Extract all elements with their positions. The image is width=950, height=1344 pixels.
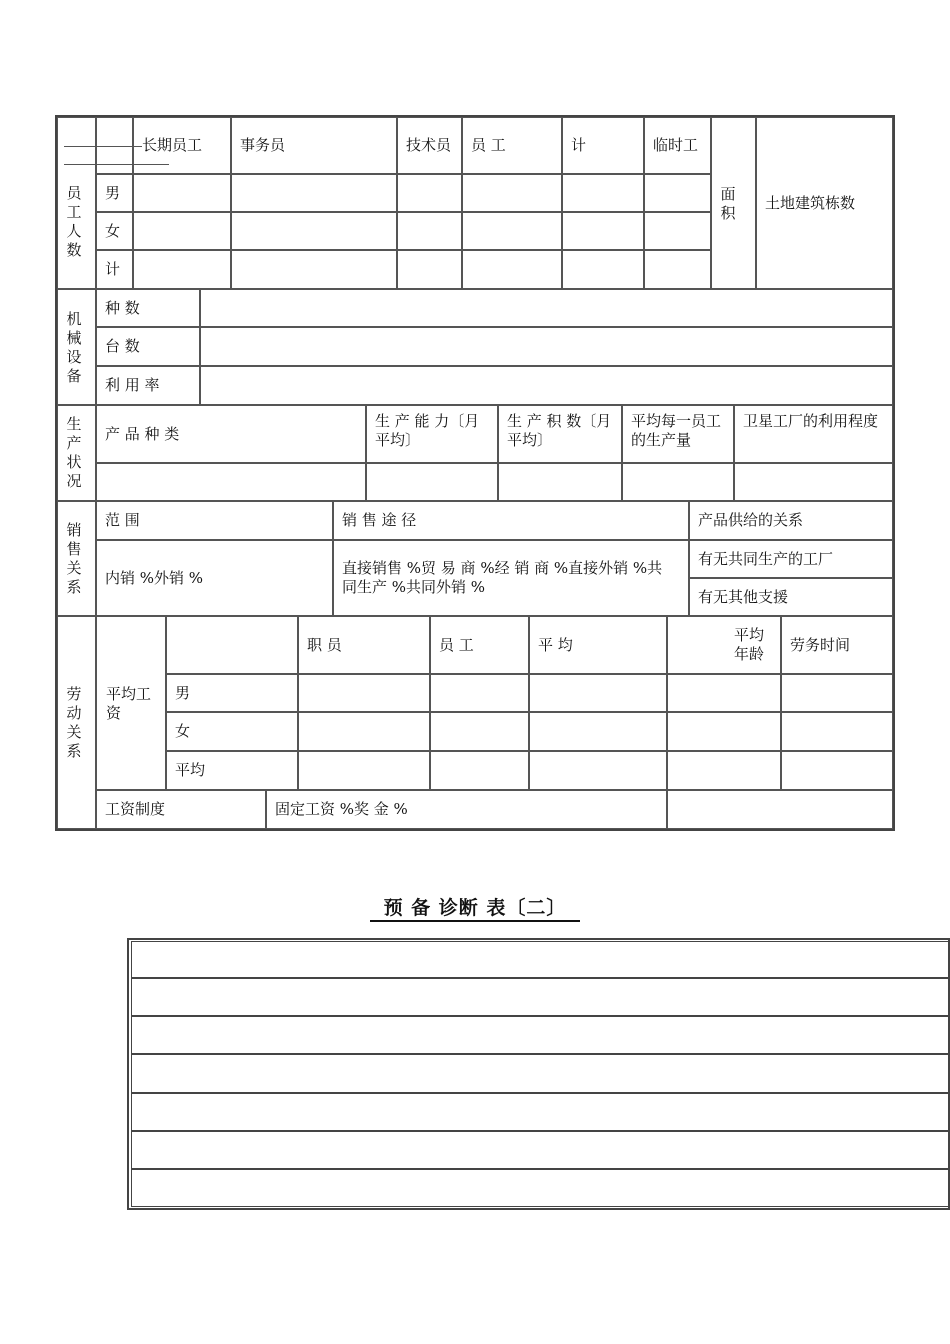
employee-data-cell[interactable] bbox=[644, 212, 711, 250]
employee-data-cell[interactable] bbox=[462, 212, 562, 250]
machinery-count-value[interactable] bbox=[200, 327, 893, 366]
labor-row-average: 平均 bbox=[166, 751, 298, 790]
header-work-hours: 劳务时间 bbox=[781, 616, 893, 674]
labor-data-cell[interactable] bbox=[781, 674, 893, 712]
header-technician: 技术员 bbox=[397, 117, 462, 174]
header-avg-age: 平均年龄 bbox=[667, 616, 781, 674]
employee-data-cell[interactable] bbox=[133, 174, 231, 212]
header-average: 平 均 bbox=[529, 616, 667, 674]
product-supply-label: 产品供给的关系 bbox=[689, 501, 893, 540]
production-section-label: 生产状况 bbox=[66, 415, 82, 490]
labor-data-cell[interactable] bbox=[430, 674, 529, 712]
labor-row-male: 男 bbox=[166, 674, 298, 712]
header-temporary: 临时工 bbox=[644, 117, 711, 174]
header-staff: 职 员 bbox=[298, 616, 430, 674]
labor-data-cell[interactable] bbox=[667, 674, 781, 712]
output-per-worker-value[interactable] bbox=[622, 463, 734, 501]
avg-wage-label: 平均工资 bbox=[106, 685, 152, 722]
machinery-types-value[interactable] bbox=[200, 289, 893, 327]
machinery-types-label: 种 数 bbox=[96, 289, 200, 327]
employee-data-cell[interactable] bbox=[397, 174, 462, 212]
table-two-row-line bbox=[132, 1053, 948, 1055]
employee-data-cell[interactable] bbox=[562, 212, 644, 250]
co-production-label: 有无共同生产的工厂 bbox=[689, 540, 893, 578]
other-support-label: 有无其他支援 bbox=[689, 578, 893, 616]
employee-data-cell[interactable] bbox=[397, 250, 462, 289]
machinery-utilization-label: 利 用 率 bbox=[96, 366, 200, 405]
header-workers: 员 工 bbox=[430, 616, 529, 674]
employee-data-cell[interactable] bbox=[231, 212, 397, 250]
labor-data-cell[interactable] bbox=[430, 751, 529, 790]
employee-data-cell[interactable] bbox=[562, 250, 644, 289]
row-label-total: 计 bbox=[96, 250, 133, 289]
sales-range-label: 范 围 bbox=[96, 501, 333, 540]
sales-channels-text: 直接销售 %贸 易 商 %经 销 商 %直接外销 %共同生产 %共同外销 % bbox=[333, 540, 689, 616]
labor-data-cell[interactable] bbox=[667, 712, 781, 751]
labor-data-cell[interactable] bbox=[529, 674, 667, 712]
corner-line bbox=[64, 146, 142, 147]
employee-data-cell[interactable] bbox=[644, 174, 711, 212]
labor-section-label: 劳动关系 bbox=[66, 685, 82, 760]
header-worker: 员 工 bbox=[462, 117, 562, 174]
labor-data-cell[interactable] bbox=[529, 712, 667, 751]
table-two-row-line bbox=[132, 977, 948, 979]
area-label: 面积 bbox=[720, 185, 736, 222]
labor-data-cell[interactable] bbox=[667, 751, 781, 790]
land-buildings-label: 土地建筑栋数 bbox=[756, 117, 893, 289]
capacity-value[interactable] bbox=[366, 463, 498, 501]
employee-data-cell[interactable] bbox=[462, 174, 562, 212]
machinery-utilization-value[interactable] bbox=[200, 366, 893, 405]
labor-row-female: 女 bbox=[166, 712, 298, 751]
domestic-export-text: 内销 %外销 % bbox=[96, 540, 333, 616]
labor-data-cell[interactable] bbox=[529, 751, 667, 790]
output-per-worker-label: 平均每一员工的生产量 bbox=[622, 405, 734, 463]
product-types-label: 产 品 种 类 bbox=[96, 405, 366, 463]
header-total: 计 bbox=[562, 117, 644, 174]
employee-data-cell[interactable] bbox=[133, 212, 231, 250]
table-two-row-line bbox=[132, 1168, 948, 1170]
table-two-row-line bbox=[132, 1092, 948, 1094]
capacity-label: 生 产 能 力〔月平均〕 bbox=[366, 405, 498, 463]
employee-data-cell[interactable] bbox=[231, 250, 397, 289]
employee-data-cell[interactable] bbox=[462, 250, 562, 289]
satellite-factory-label: 卫星工厂的利用程度 bbox=[734, 405, 893, 463]
labor-data-cell[interactable] bbox=[298, 712, 430, 751]
header-longterm: 长期员工 bbox=[133, 117, 231, 174]
employee-data-cell[interactable] bbox=[133, 250, 231, 289]
labor-header-blank bbox=[166, 616, 298, 674]
employee-data-cell[interactable] bbox=[644, 250, 711, 289]
sales-channel-label: 销 售 途 径 bbox=[333, 501, 689, 540]
wage-system-text: 固定工资 %奖 金 % bbox=[266, 790, 667, 829]
labor-data-cell[interactable] bbox=[781, 712, 893, 751]
labor-data-cell[interactable] bbox=[298, 674, 430, 712]
volume-value[interactable] bbox=[498, 463, 622, 501]
employee-data-cell[interactable] bbox=[397, 212, 462, 250]
wage-system-value[interactable] bbox=[667, 790, 893, 829]
machinery-count-label: 台 数 bbox=[96, 327, 200, 366]
labor-data-cell[interactable] bbox=[781, 751, 893, 790]
sales-section-label: 销售关系 bbox=[66, 521, 82, 596]
satellite-factory-value[interactable] bbox=[734, 463, 893, 501]
row-label-female: 女 bbox=[96, 212, 133, 250]
table-two-row-line bbox=[132, 1015, 948, 1017]
row-label-male: 男 bbox=[96, 174, 133, 212]
wage-system-label: 工资制度 bbox=[96, 790, 266, 829]
table-two-row-line bbox=[132, 1130, 948, 1132]
employee-data-cell[interactable] bbox=[231, 174, 397, 212]
volume-label: 生 产 积 数〔月平均〕 bbox=[498, 405, 622, 463]
second-form-title-text: 预 备 诊断 表〔二〕 bbox=[370, 897, 581, 922]
labor-data-cell[interactable] bbox=[430, 712, 529, 751]
second-form-title bbox=[0, 893, 950, 920]
labor-data-cell[interactable] bbox=[298, 751, 430, 790]
machinery-section-label: 机械设备 bbox=[66, 310, 82, 385]
employee-data-cell[interactable] bbox=[562, 174, 644, 212]
employees-section-label: 员工人数 bbox=[66, 184, 82, 259]
header-clerk: 事务员 bbox=[231, 117, 397, 174]
product-types-value[interactable] bbox=[96, 463, 366, 501]
